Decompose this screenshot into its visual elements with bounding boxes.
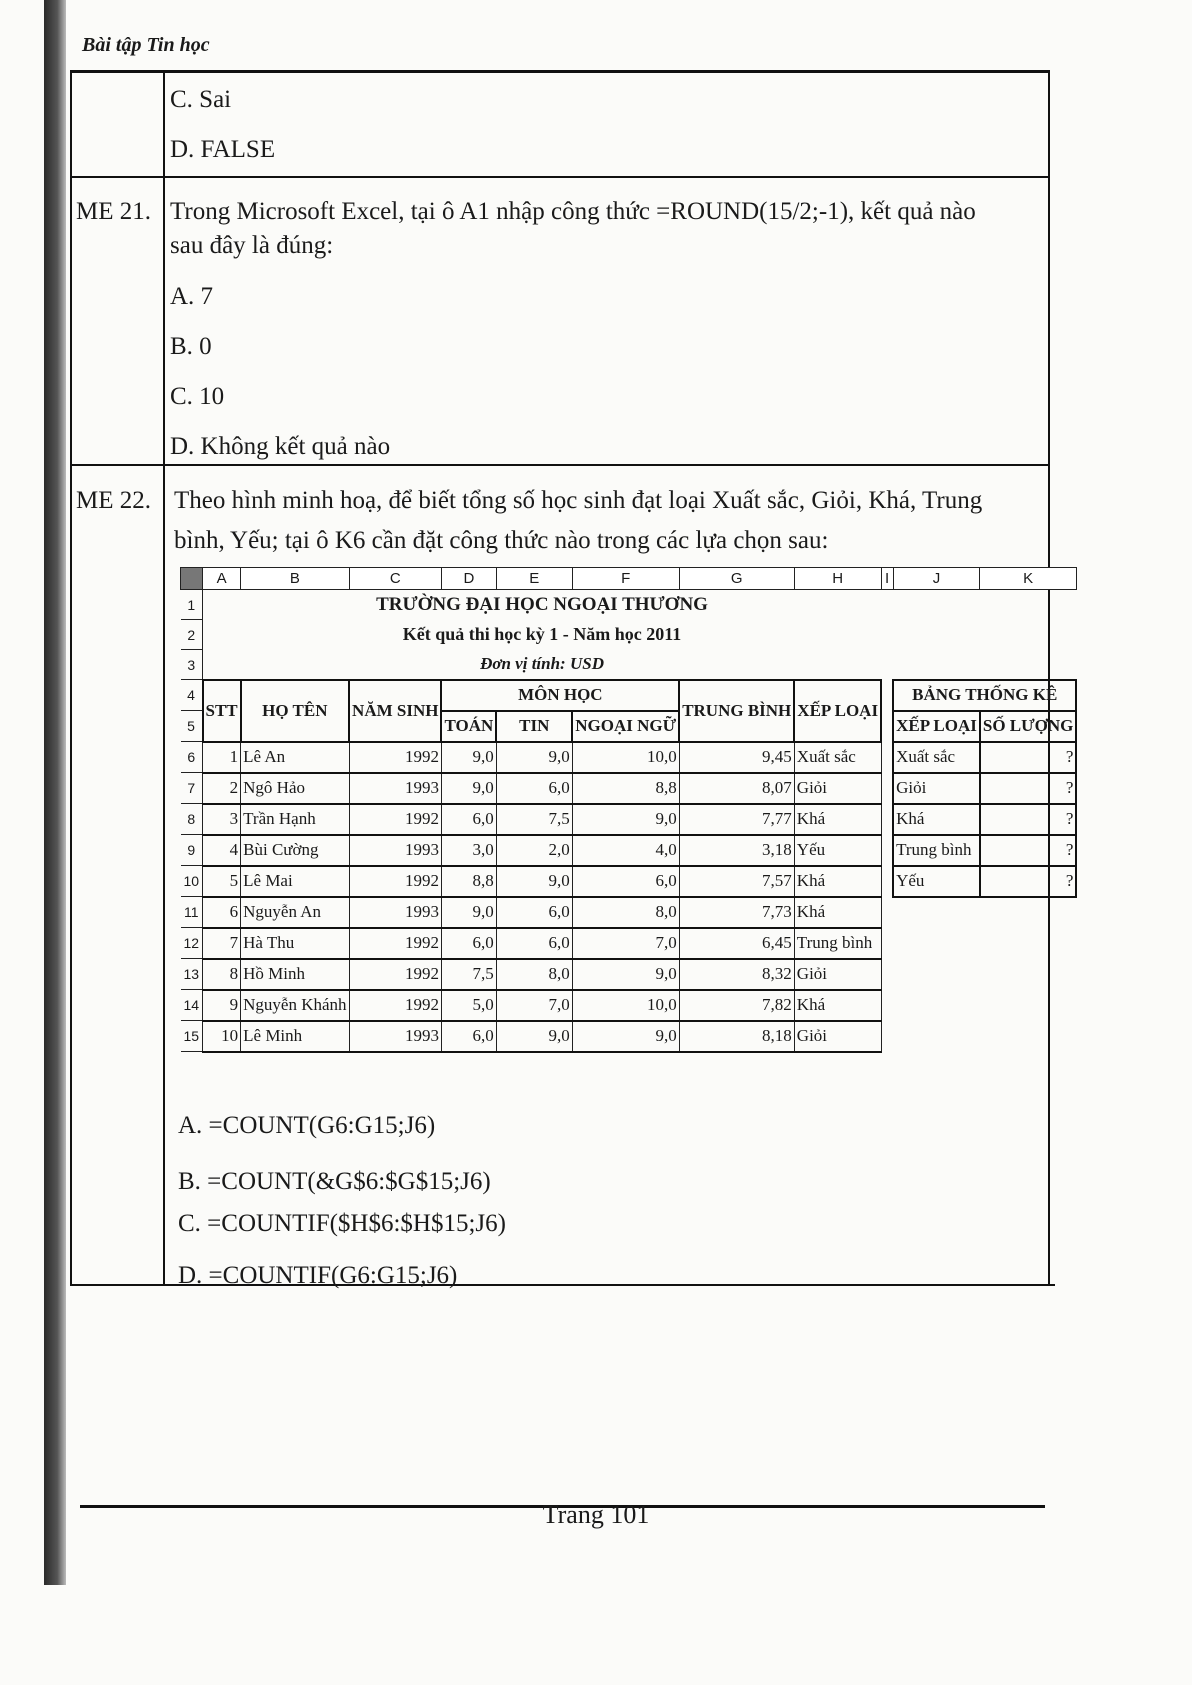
cell-rank: Giỏi	[794, 959, 881, 990]
row-header: 10	[181, 866, 203, 897]
row-header: 12	[181, 928, 203, 959]
stats-header-count: SỐ LƯỢNG	[980, 711, 1077, 742]
row-header: 15	[181, 1021, 203, 1052]
cell-year: 1992	[349, 990, 441, 1021]
option-c: C. Sai	[170, 86, 232, 113]
header-average: TRUNG BÌNH	[679, 680, 794, 742]
question-text: Trong Microsoft Excel, tại ô A1 nhập công thức =ROUND(15/2;-1), kết quả nào	[170, 198, 976, 225]
sheet-cell	[881, 866, 893, 897]
column-header: E	[496, 568, 572, 590]
sheet-row	[181, 804, 1077, 835]
cell-rank: Xuất sắc	[794, 742, 881, 773]
question-label: ME 22.	[76, 487, 151, 514]
sheet-title: Đơn vị tính: USD	[480, 654, 604, 673]
row-header: 8	[181, 804, 203, 835]
sheet-cell	[881, 773, 893, 804]
sheet-cell	[881, 742, 893, 773]
column-header: K	[980, 568, 1077, 590]
stats-count: ?	[980, 742, 1077, 773]
header-language: NGOẠI NGỮ	[572, 711, 679, 742]
cell-lang: 6,0	[572, 866, 679, 897]
cell-it: 6,0	[496, 897, 572, 928]
sheet-cell	[881, 650, 1076, 680]
sheet-cell	[881, 928, 893, 959]
cell-year: 1992	[349, 866, 441, 897]
stats-rank: Yếu	[893, 866, 980, 897]
cell-lang: 7,0	[572, 928, 679, 959]
cell-rank: Yếu	[794, 835, 881, 866]
cell-avg: 7,73	[679, 897, 794, 928]
table-left-border	[70, 70, 72, 1286]
stats-count: ?	[980, 835, 1077, 866]
question-text: sau đây là đúng:	[170, 232, 334, 259]
column-header: A	[203, 568, 241, 590]
sheet-cell	[881, 711, 893, 742]
sheet-cell	[881, 620, 1076, 650]
page-binding-shadow	[44, 0, 66, 1585]
row-header: 1	[181, 590, 203, 620]
cell-stt: 7	[203, 928, 241, 959]
sheet-title: Kết quả thi học kỳ 1 - Năm học 2011	[402, 624, 682, 644]
cell-rank: Giỏi	[794, 1021, 881, 1052]
page-number: Trang 101	[542, 1500, 650, 1529]
stats-title: BẢNG THỐNG KÊ	[893, 680, 1076, 711]
running-header: Bài tập Tin học	[82, 34, 210, 56]
cell-math: 6,0	[441, 1021, 496, 1052]
cell-avg: 3,18	[679, 835, 794, 866]
option-b: B. 0	[170, 333, 212, 360]
cell-lang: 4,0	[572, 835, 679, 866]
sheet-row	[181, 897, 1077, 928]
cell-math: 9,0	[441, 897, 496, 928]
cell-it: 9,0	[496, 742, 572, 773]
sheet-cell	[881, 680, 893, 711]
cell-year: 1992	[349, 928, 441, 959]
header-year: NĂM SINH	[349, 680, 441, 742]
cell-rank: Khá	[794, 990, 881, 1021]
header-rank: XẾP LOẠI	[794, 680, 881, 742]
row-divider	[70, 464, 1050, 466]
row-header: 5	[181, 711, 203, 742]
cell-name: Lê Minh	[241, 1021, 349, 1052]
cell-stt: 3	[203, 804, 241, 835]
cell-year: 1993	[349, 1021, 441, 1052]
cell-it: 8,0	[496, 959, 572, 990]
sheet-cell	[881, 990, 893, 1021]
option-c: C. =COUNTIF($H$6:$H$15;J6)	[178, 1210, 506, 1237]
cell-stt: 5	[203, 866, 241, 897]
stats-rank: Giỏi	[893, 773, 980, 804]
cell-name: Lê Mai	[241, 866, 349, 897]
cell-avg: 7,82	[679, 990, 794, 1021]
column-header: B	[241, 568, 349, 590]
header-math: TOÁN	[441, 711, 496, 742]
cell-it: 6,0	[496, 928, 572, 959]
spreadsheet-figure	[180, 567, 1077, 1053]
header-stt: STT	[203, 680, 241, 742]
cell-lang: 8,8	[572, 773, 679, 804]
cell-it: 2,0	[496, 835, 572, 866]
sheet-cell	[893, 897, 1076, 928]
cell-it: 6,0	[496, 773, 572, 804]
cell-math: 6,0	[441, 804, 496, 835]
cell-lang: 9,0	[572, 959, 679, 990]
cell-name: Trần Hạnh	[241, 804, 349, 835]
column-header: C	[349, 568, 441, 590]
cell-stt: 1	[203, 742, 241, 773]
row-header: 13	[181, 959, 203, 990]
cell-math: 9,0	[441, 742, 496, 773]
header-it: TIN	[496, 711, 572, 742]
header-subjects: MÔN HỌC	[441, 680, 679, 711]
cell-avg: 8,32	[679, 959, 794, 990]
sheet-cell	[893, 928, 1076, 959]
cell-name: Nguyễn Khánh	[241, 990, 349, 1021]
sheet-cell	[893, 1021, 1076, 1052]
row-header: 6	[181, 742, 203, 773]
cell-lang: 10,0	[572, 742, 679, 773]
sheet-cell	[893, 959, 1076, 990]
cell-it: 9,0	[496, 1021, 572, 1052]
cell-avg: 8,07	[679, 773, 794, 804]
column-header: I	[881, 568, 893, 590]
cell-lang: 9,0	[572, 804, 679, 835]
column-header: H	[794, 568, 881, 590]
cell-year: 1992	[349, 959, 441, 990]
cell-math: 6,0	[441, 928, 496, 959]
option-d: D. FALSE	[170, 136, 276, 163]
cell-rank: Khá	[794, 866, 881, 897]
cell-math: 9,0	[441, 773, 496, 804]
cell-name: Hà Thu	[241, 928, 349, 959]
cell-it: 7,5	[496, 804, 572, 835]
option-d: D. =COUNTIF(G6:G15;J6)	[178, 1262, 458, 1289]
row-header: 7	[181, 773, 203, 804]
sheet-row	[181, 1021, 1077, 1052]
cell-year: 1992	[349, 804, 441, 835]
cell-rank: Giỏi	[794, 773, 881, 804]
cell-it: 9,0	[496, 866, 572, 897]
cell-avg: 6,45	[679, 928, 794, 959]
cell-rank: Khá	[794, 897, 881, 928]
stats-rank: Trung bình	[893, 835, 980, 866]
cell-lang: 8,0	[572, 897, 679, 928]
cell-math: 7,5	[441, 959, 496, 990]
sheet-cell	[881, 897, 893, 928]
cell-math: 5,0	[441, 990, 496, 1021]
stats-count: ?	[980, 773, 1077, 804]
cell-name: Ngô Hảo	[241, 773, 349, 804]
sheet-row	[181, 866, 1077, 897]
sheet-row	[181, 990, 1077, 1021]
cell-avg: 7,77	[679, 804, 794, 835]
sheet-cell	[881, 1021, 893, 1052]
option-a: A. =COUNT(G6:G15;J6)	[178, 1112, 436, 1139]
cell-avg: 9,45	[679, 742, 794, 773]
column-header: D	[441, 568, 496, 590]
cell-name: Hồ Minh	[241, 959, 349, 990]
cell-rank: Trung bình	[794, 928, 881, 959]
sheet-row	[181, 590, 1077, 620]
cell-stt: 10	[203, 1021, 241, 1052]
column-header: J	[893, 568, 980, 590]
sheet-cell	[893, 990, 1076, 1021]
cell-lang: 9,0	[572, 1021, 679, 1052]
stats-rank: Khá	[893, 804, 980, 835]
stats-count: ?	[980, 866, 1077, 897]
sheet-row	[181, 773, 1077, 804]
cell-avg: 8,18	[679, 1021, 794, 1052]
row-header: 4	[181, 680, 203, 711]
cell-year: 1992	[349, 742, 441, 773]
sheet-cell	[881, 959, 893, 990]
cell-math: 3,0	[441, 835, 496, 866]
cell-math: 8,8	[441, 866, 496, 897]
column-header: G	[679, 568, 794, 590]
cell-stt: 8	[203, 959, 241, 990]
table-top-border	[70, 70, 1050, 73]
cell-rank: Khá	[794, 804, 881, 835]
cell-year: 1993	[349, 897, 441, 928]
sheet-title: TRƯỜNG ĐẠI HỌC NGOẠI THƯƠNG	[376, 593, 708, 615]
column-header: F	[572, 568, 679, 590]
sheet-row	[181, 959, 1077, 990]
question-text: bình, Yếu; tại ô K6 cần đặt công thức nào trong các lựa chọn sau:	[174, 527, 829, 554]
option-d: D. Không kết quả nào	[170, 433, 391, 460]
header-name: HỌ TÊN	[241, 680, 349, 742]
question-label: ME 21.	[76, 198, 151, 225]
sheet-cell	[881, 835, 893, 866]
option-a: A. 7	[170, 283, 214, 310]
sheet-row	[181, 620, 1077, 650]
stats-header-rank: XẾP LOẠI	[893, 711, 980, 742]
cell-avg: 7,57	[679, 866, 794, 897]
cell-stt: 9	[203, 990, 241, 1021]
sheet-row	[181, 650, 1077, 680]
cell-year: 1993	[349, 773, 441, 804]
cell-stt: 6	[203, 897, 241, 928]
sheet-row	[181, 742, 1077, 773]
cell-name: Lê An	[241, 742, 349, 773]
row-header: 11	[181, 897, 203, 928]
sheet-row	[181, 680, 1077, 711]
sheet-row	[181, 835, 1077, 866]
row-header: 2	[181, 620, 203, 650]
cell-it: 7,0	[496, 990, 572, 1021]
cell-lang: 10,0	[572, 990, 679, 1021]
cell-name: Nguyễn An	[241, 897, 349, 928]
cell-stt: 4	[203, 835, 241, 866]
sheet-cell	[881, 590, 1076, 620]
stats-count: ?	[980, 804, 1077, 835]
row-divider	[70, 176, 1050, 178]
option-b: B. =COUNT(&G$6:$G$15;J6)	[178, 1168, 491, 1195]
cell-stt: 2	[203, 773, 241, 804]
row-header: 9	[181, 835, 203, 866]
sheet-cell	[881, 804, 893, 835]
column-divider	[163, 70, 165, 1286]
option-c: C. 10	[170, 383, 225, 410]
stats-rank: Xuất sắc	[893, 742, 980, 773]
sheet-row	[181, 568, 1077, 590]
cell-name: Bùi Cường	[241, 835, 349, 866]
select-all-corner	[181, 568, 203, 590]
cell-year: 1993	[349, 835, 441, 866]
sheet-row	[181, 928, 1077, 959]
question-text: Theo hình minh hoạ, để biết tổng số học sinh đạt loại Xuất sắc, Giỏi, Khá, Trung	[174, 487, 983, 514]
row-header: 14	[181, 990, 203, 1021]
row-header: 3	[181, 650, 203, 680]
